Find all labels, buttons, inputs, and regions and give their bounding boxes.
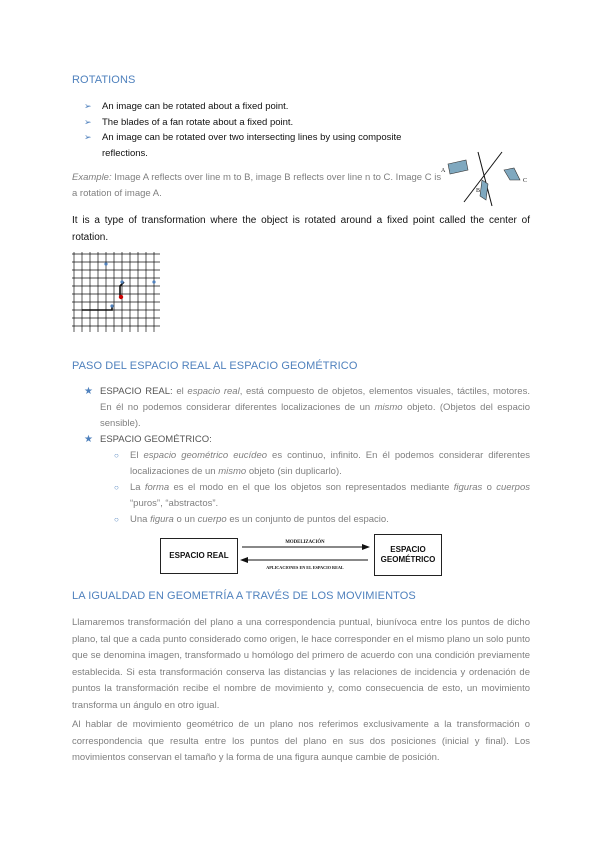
star-bullet-icon: ★ <box>84 434 93 445</box>
grid-point <box>152 280 155 283</box>
arrow-bullet-icon: ➢ <box>84 101 92 111</box>
label-b: B <box>476 188 481 194</box>
rotated-figure-path <box>82 306 112 310</box>
paragraph-movimiento: Al hablar de movimiento geométrico de un plano nos referimos exclusivamente a la transformación o correspondencia que resulta entre los puntos del plano en sus dos posiciones (inicial y final). Los movimientos conservan el tamaño y la forma de una figura aunque cambie de posición. <box>72 719 530 763</box>
sub-list-item: ○ El espacio geométrico eucídeo es continuo, infinito. En él podemos considerar diferentes localizaciones de un mismo objeto (sin duplicarlo). <box>114 450 530 477</box>
sub-list-item: ○ La forma es el modo en el que los objetos son representados mediante figuras o cuerpos “puros”, “abstractos”. <box>114 482 530 509</box>
list-item-espacio-geometrico: ★ ESPACIO GEOMÉTRICO: <box>84 432 530 448</box>
list-item: ➢ The blades of a fan rotate about a fixed point. <box>84 115 444 131</box>
list-item: ➢ An image can be rotated about a fixed point. <box>84 99 444 115</box>
rotation-bullet-list <box>84 99 444 161</box>
star-bullet-icon: ★ <box>84 386 93 397</box>
modelizacion-label: MODELIZACIÓN <box>285 540 325 545</box>
rotation-grid-figure <box>72 252 162 334</box>
espacio-list <box>84 384 530 528</box>
rotation-definition: It is a type of transformation where the object is rotated around a fixed point called the center of rotation. <box>72 215 530 243</box>
coordinate-grid <box>72 252 160 332</box>
aplicaciones-label: APLICACIONES EN EL ESPACIO REAL <box>266 565 344 570</box>
grid-point <box>110 304 113 307</box>
label-c: C <box>523 178 528 184</box>
espacio-real-box: ESPACIO REAL <box>160 538 238 574</box>
rotation-reflection-figure <box>426 150 538 208</box>
modelizacion-diagram <box>160 534 442 576</box>
example-text: Image A reflects over line m to B, image B reflects over line n to C. Image C is a rotation of image A. <box>72 172 442 199</box>
image-c-shape <box>504 168 520 180</box>
circle-bullet-icon: ○ <box>114 451 119 460</box>
example-label: Example: <box>72 172 112 183</box>
image-a-shape <box>448 160 468 174</box>
arrow-bullet-icon: ➢ <box>84 116 92 127</box>
image-b-shape <box>480 180 488 200</box>
label-a: A <box>441 168 446 174</box>
grid-point <box>104 262 107 265</box>
paragraph-transformacion: Llamaremos transformación del plano a una correspondencia puntual, biunívoca entre los puntos de dicho plano, tal que a cada punto considerado como origen, le hace corresponder en el mismo plano un solo punto que se denomina imagen, transformado u homólogo del primero de acuerdo con una condición previamente establecida. Si esta transformación conserva las distancias y las relaciones de incidencia y ordenación de puntos la transformación recibe el nombre de movimiento y, como consecuencia de esto, un movimiento transforma un ángulo en otro igual. <box>72 617 530 711</box>
arrow-bullet-icon: ➢ <box>84 132 92 142</box>
list-item-espacio-real: ★ ESPACIO REAL: el espacio real, está compuesto de objetos, elementos visuales, táctiles, motores. En él no podemos considerar diferentes localizaciones de un mismo objeto. (Objetos del espacio sensible). <box>84 386 530 429</box>
list-item: ➢ An image can be rotated over two intersecting lines by using composite reflections. <box>84 132 402 159</box>
section-heading-igualdad: LA IGUALDAD EN GEOMETRÍA A TRAVÉS DE LOS MOVIMIENTOS <box>72 590 416 602</box>
example-paragraph <box>72 170 442 202</box>
section-heading-espacio: PASO DEL ESPACIO REAL AL ESPACIO GEOMÉTRICO <box>72 360 358 372</box>
section-heading-rotations: ROTATIONS <box>72 74 136 86</box>
circle-bullet-icon: ○ <box>114 483 119 492</box>
right-arrowhead-icon <box>362 544 370 550</box>
grid-point <box>120 280 123 283</box>
center-of-rotation-marker <box>119 295 123 299</box>
left-arrowhead-icon <box>240 557 248 563</box>
sub-list-item: ○ Una figura o un cuerpo es un conjunto de puntos del espacio. <box>84 512 530 528</box>
espacio-geometrico-box: ESPACIO GEOMÉTRICO <box>374 534 442 576</box>
circle-bullet-icon: ○ <box>114 515 119 524</box>
diagram-arrows <box>236 534 374 576</box>
